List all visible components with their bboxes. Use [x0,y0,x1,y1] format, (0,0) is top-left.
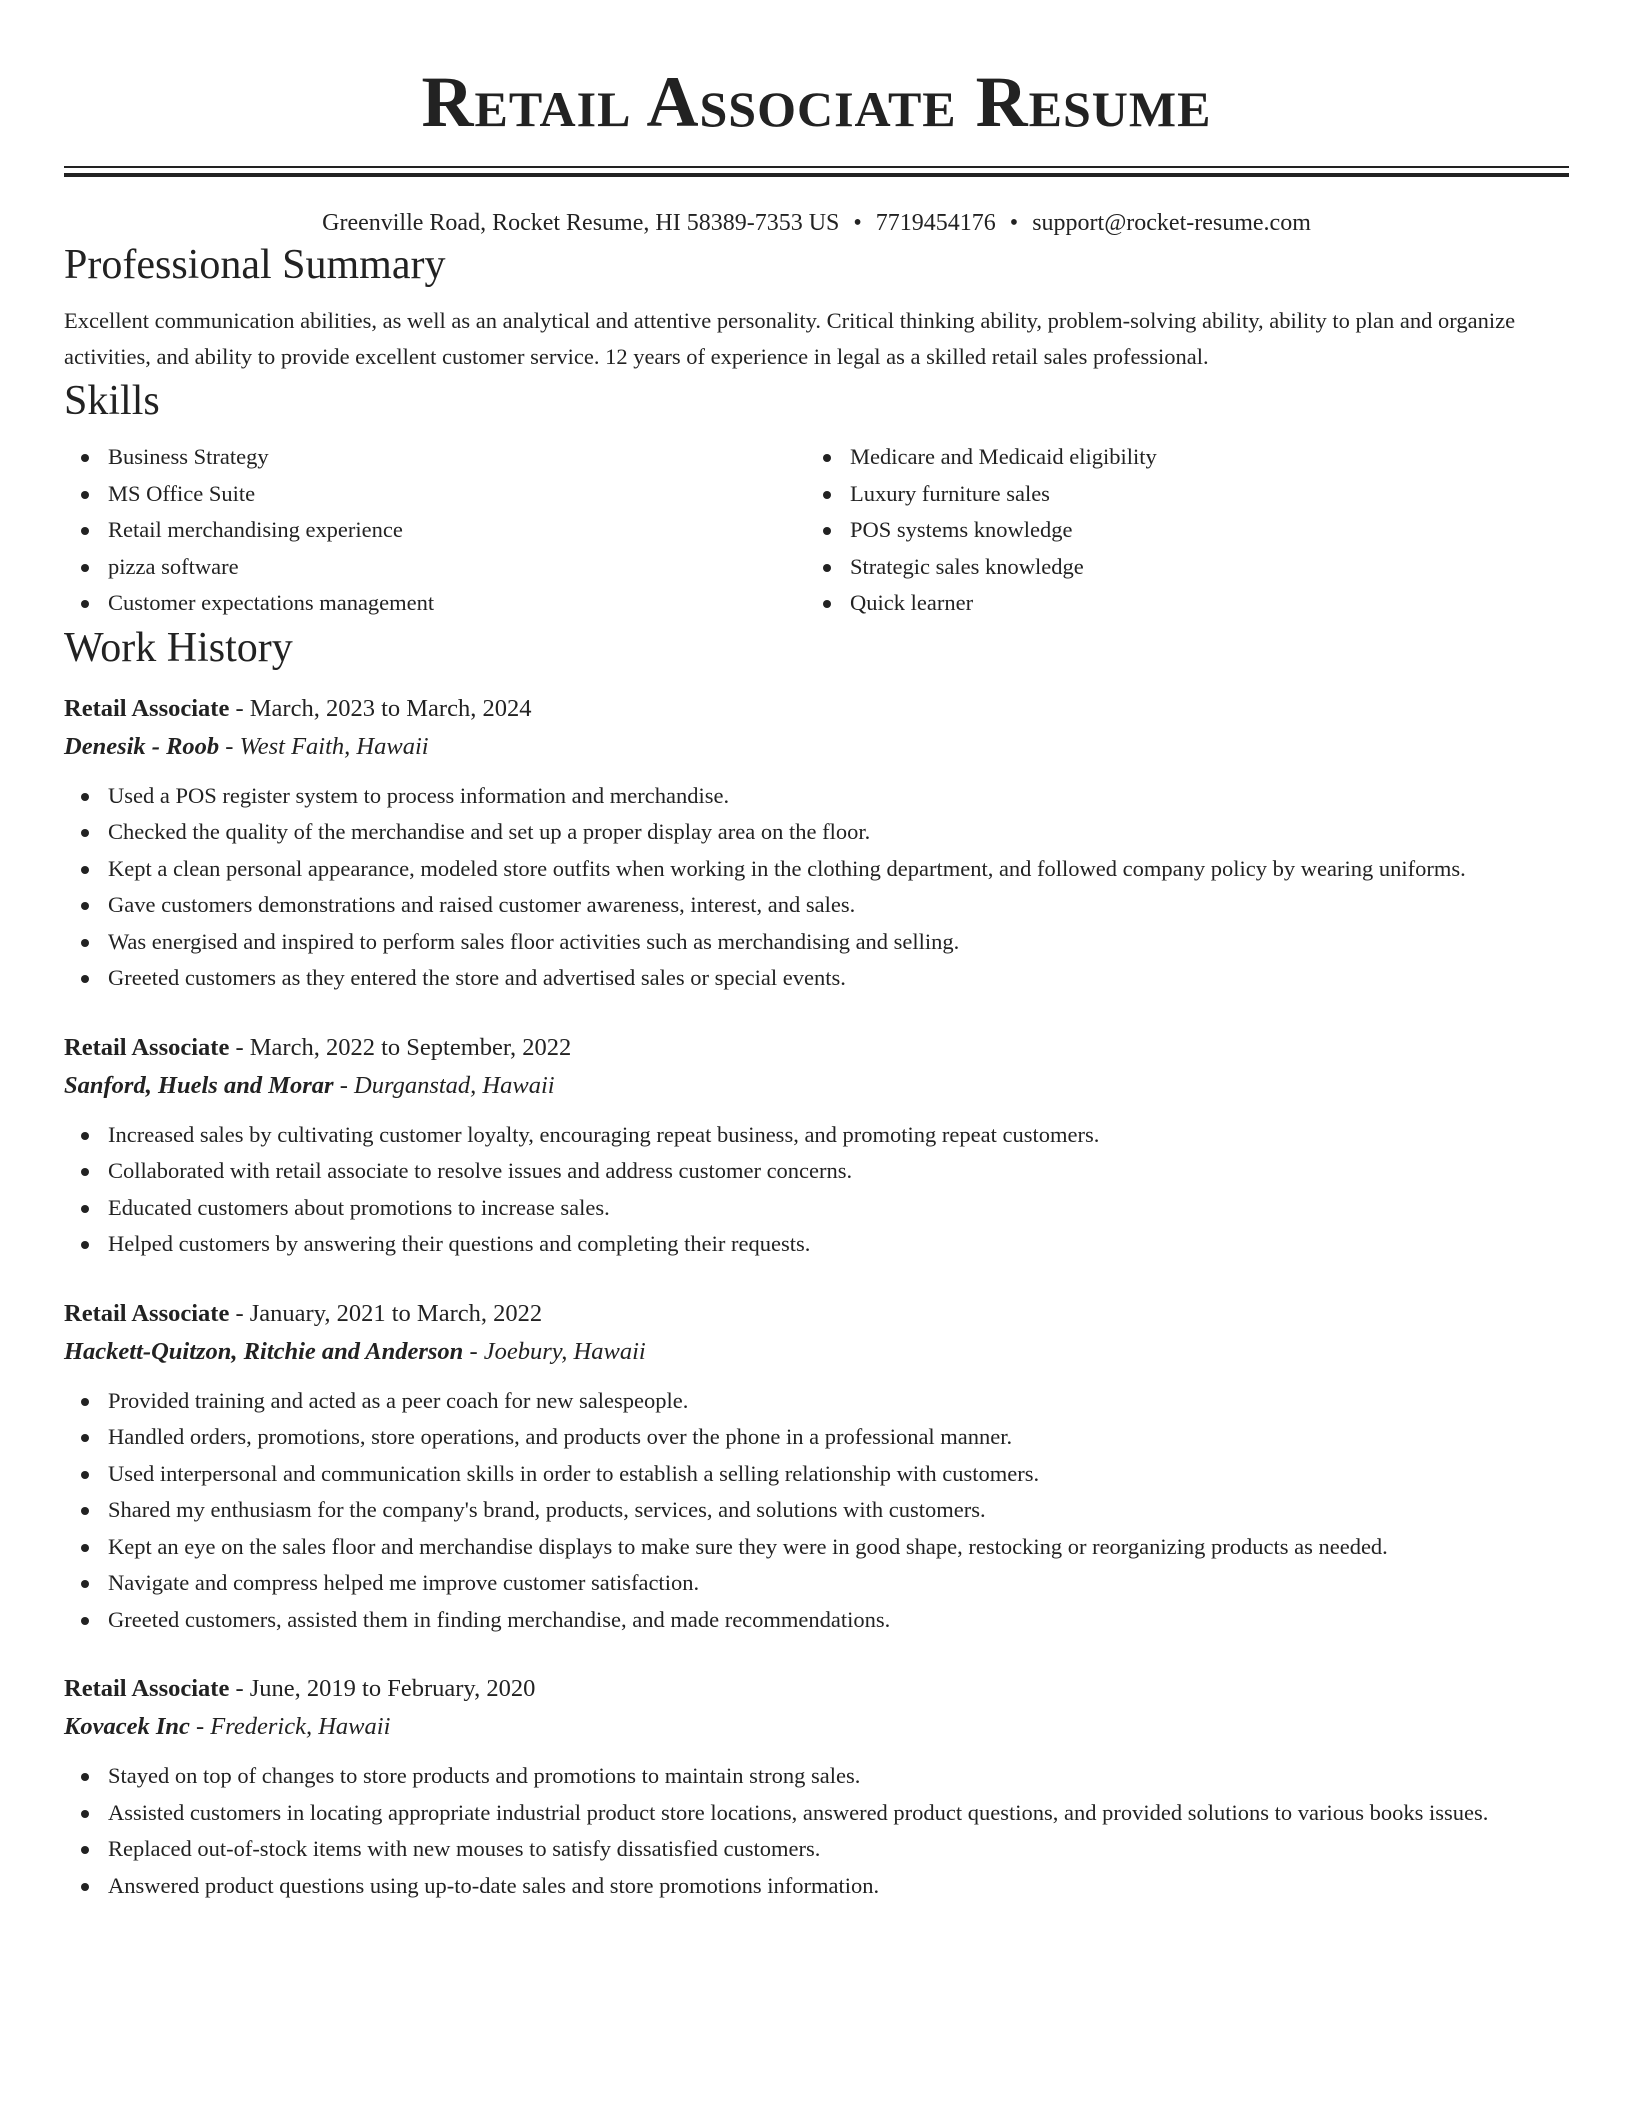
job-duty-item [64,1226,1569,1263]
job-duty-item [64,1456,1569,1493]
job-duty-item [64,814,1569,851]
job-duty-item [64,960,1569,997]
contact-address: Greenville Road, Rocket Resume, HI 58389-7353 US [322,210,840,236]
bullet-dot-icon [81,1883,89,1891]
job-duty-item-text: Collaborated with retail associate to resolve issues and address customer concerns. [108,1158,853,1183]
job-entry [64,1670,1569,1904]
job-duty-item [64,1565,1569,1602]
skills-right-list [806,439,1548,622]
job-dates: June, 2019 to February, 2020 [249,1675,536,1702]
job-duty-item-text: Shared my enthusiasm for the company's brand, products, services, and solutions with customers. [108,1497,986,1522]
job-duty-item [64,1868,1569,1905]
contact-separator: • [853,210,862,236]
skill-item [806,512,1548,549]
bullet-dot-icon [81,1434,89,1442]
company-line: Hackett-Quitzon, Ritchie and Anderson - Joebury, Hawaii [64,1337,646,1365]
skill-item [806,585,1548,622]
job-duty-item-text: Greeted customers, assisted them in finding merchandise, and made recommendations. [108,1606,891,1632]
company-line: Kovacek Inc - Frederick, Hawaii [64,1713,391,1740]
bullet-dot-icon [81,1205,89,1213]
job-duty-item-text: Used a POS register system to process information and merchandise. [108,782,730,808]
job-duty-item-text: Helped customers by answering their questions and completing their requests. [108,1231,811,1256]
skills-left-list [64,439,806,622]
job-duties-list [64,778,1569,997]
job-duty-item-text: Navigate and compress helped me improve customer satisfaction. [108,1570,700,1595]
bullet-dot-icon [81,1544,89,1552]
bullet-dot-icon [81,564,89,572]
bullet-dot-icon [81,1241,89,1249]
skill-item [806,549,1548,586]
job-duty-item-text: Kept an eye on the sales floor and merchandise displays to make sure they were in good shape, restocking or reorganizing products as needed. [108,1533,1388,1559]
job-duty-item-text: Greeted customers as they entered the store and advertised sales or special events. [108,965,846,990]
bullet-dot-icon [81,1580,89,1588]
job-title-line: Retail Associate - March, 2023 to March, 2024 [64,694,532,722]
skill-item-text: Strategic sales knowledge [850,553,1084,579]
job-duty-item [64,1117,1569,1154]
company-line: Sanford, Huels and Morar - Durganstad, Hawaii [64,1071,555,1099]
company-location: West Faith, Hawaii [239,732,429,760]
skill-item [64,549,806,586]
skills-column-right [806,439,1548,622]
skill-item-text: Customer expectations management [108,590,435,615]
job-dates: January, 2021 to March, 2022 [249,1299,543,1327]
company-location: Durganstad, Hawaii [354,1071,555,1099]
skill-item [64,476,806,513]
bullet-dot-icon [81,902,89,910]
skill-item-text: pizza software [108,553,239,579]
skill-item [64,439,806,476]
skill-item-text: POS systems knowledge [850,517,1073,542]
job-duty-item-text: Answered product questions using up-to-date sales and store promotions information. [108,1872,880,1898]
job-entry [64,1295,1569,1639]
job-duties-list [64,1117,1569,1263]
job-dates: March, 2022 to September, 2022 [249,1033,572,1061]
skills-column-left [64,439,806,622]
contact-separator: • [1009,210,1019,236]
job-title-line: Retail Associate - March, 2022 to September, 2022 [64,1033,572,1061]
job-duties-list [64,1758,1569,1904]
contact-phone: 7719454176 [875,210,996,236]
skill-item [64,585,806,622]
job-duty-item [64,1492,1569,1529]
title-divider-thin [64,166,1569,168]
job-duty-item-text: Was energised and inspired to perform sales floor activities such as merchandising and selling. [108,928,960,954]
job-duty-item [64,1419,1569,1456]
job-duty-item-text: Gave customers demonstrations and raised customer awareness, interest, and sales. [108,892,856,917]
bullet-dot-icon [81,1132,89,1140]
job-duty-item [64,1383,1569,1420]
skill-item [806,476,1548,513]
job-duty-item [64,887,1569,924]
bullet-dot-icon [81,454,89,462]
skill-item-text: Medicare and Medicaid eligibility [850,444,1157,469]
job-title: Retail Associate [64,1299,230,1327]
bullet-dot-icon [81,939,89,947]
job-duty-item-text: Handled orders, promotions, store operations, and products over the phone in a professional manner. [108,1424,1013,1449]
skill-item-text: MS Office Suite [108,480,256,506]
job-duty-item [64,1190,1569,1227]
work-history-heading: Work History [64,624,293,671]
bullet-dot-icon [81,1617,89,1625]
job-duty-item [64,1153,1569,1190]
job-title: Retail Associate [64,1675,230,1702]
contact-email: support@rocket-resume.com [1032,210,1311,236]
job-entry [64,690,1569,997]
bullet-dot-icon [823,600,831,608]
job-duty-item [64,1758,1569,1795]
job-duty-item [64,1795,1569,1832]
job-duty-item [64,1602,1569,1639]
job-duty-item [64,924,1569,961]
job-duty-item-text: Used interpersonal and communication skills in order to establish a selling relationship with customers. [108,1460,1040,1486]
job-dates: March, 2023 to March, 2024 [249,694,532,722]
bullet-dot-icon [81,1471,89,1479]
job-duty-item [64,851,1569,888]
job-duty-item-text: Educated customers about promotions to increase sales. [108,1194,610,1220]
bullet-dot-icon [81,829,89,837]
job-title: Retail Associate [64,694,230,722]
bullet-dot-icon [81,866,89,874]
contact-line [64,207,1569,239]
work-history-list [64,690,1569,1905]
job-duty-item-text: Increased sales by cultivating customer loyalty, encouraging repeat business, and promoting repeat customers. [108,1121,1100,1147]
job-entry [64,1029,1569,1263]
job-duty-item-text: Kept a clean personal appearance, modeled store outfits when working in the clothing department, and followed company policy by wearing uniforms. [108,855,1466,881]
job-duty-item-text: Provided training and acted as a peer coach for new salespeople. [108,1387,689,1413]
company-name: Denesik - Roob [64,732,220,760]
company-line: Denesik - Roob - West Faith, Hawaii [64,732,429,760]
job-duty-item [64,1529,1569,1566]
summary-text: Excellent communication abilities, as well as an analytical and attentive personality. Critical thinking ability, problem-solving ability, ability to plan and organize activities, and ability to provide excellent customer service. 12 years of experience in legal as a skilled retail sales professional. [64,308,1516,369]
bullet-dot-icon [81,1773,89,1781]
bullet-dot-icon [81,1398,89,1406]
skills-heading: Skills [64,378,160,424]
bullet-dot-icon [81,527,89,535]
job-duty-item-text: Stayed on top of changes to store products and promotions to maintain strong sales. [108,1763,861,1788]
bullet-dot-icon [823,491,831,499]
skills-list [64,439,1569,622]
title-divider-thick [64,173,1569,177]
resume-page [64,0,1569,1904]
job-duty-item [64,778,1569,815]
bullet-dot-icon [823,564,831,572]
summary-heading: Professional Summary [64,242,446,288]
job-title-line: Retail Associate - January, 2021 to March, 2022 [64,1299,543,1327]
job-duty-item-text: Replaced out-of-stock items with new mouses to satisfy dissatisfied customers. [108,1836,821,1861]
company-name: Kovacek Inc [64,1713,190,1740]
job-duties-list [64,1383,1569,1639]
bullet-dot-icon [81,975,89,983]
bullet-dot-icon [81,600,89,608]
job-title-line: Retail Associate - June, 2019 to February, 2020 [64,1675,536,1702]
skill-item-text: Quick learner [850,590,974,615]
skill-item-text: Business Strategy [108,444,269,469]
bullet-dot-icon [81,1810,89,1818]
job-duty-item [64,1831,1569,1868]
bullet-dot-icon [81,1846,89,1854]
company-name: Hackett-Quitzon, Ritchie and Anderson [64,1337,464,1365]
job-duty-item-text: Checked the quality of the merchandise and set up a proper display area on the floor. [108,819,871,844]
bullet-dot-icon [823,454,831,462]
company-location: Frederick, Hawaii [210,1713,391,1740]
skill-item-text: Luxury furniture sales [850,480,1050,506]
bullet-dot-icon [81,1168,89,1176]
skill-item [64,512,806,549]
job-title: Retail Associate [64,1033,230,1061]
company-name: Sanford, Huels and Morar [64,1071,334,1099]
resume-title: Retail Associate Resume [421,62,1212,142]
bullet-dot-icon [81,793,89,801]
skill-item [806,439,1548,476]
company-location: Joebury, Hawaii [483,1337,646,1365]
bullet-dot-icon [823,527,831,535]
bullet-dot-icon [81,1507,89,1515]
job-duty-item-text: Assisted customers in locating appropriate industrial product store locations, answered product questions, and provided solutions to various books issues. [108,1799,1489,1825]
skill-item-text: Retail merchandising experience [108,517,403,542]
bullet-dot-icon [81,491,89,499]
